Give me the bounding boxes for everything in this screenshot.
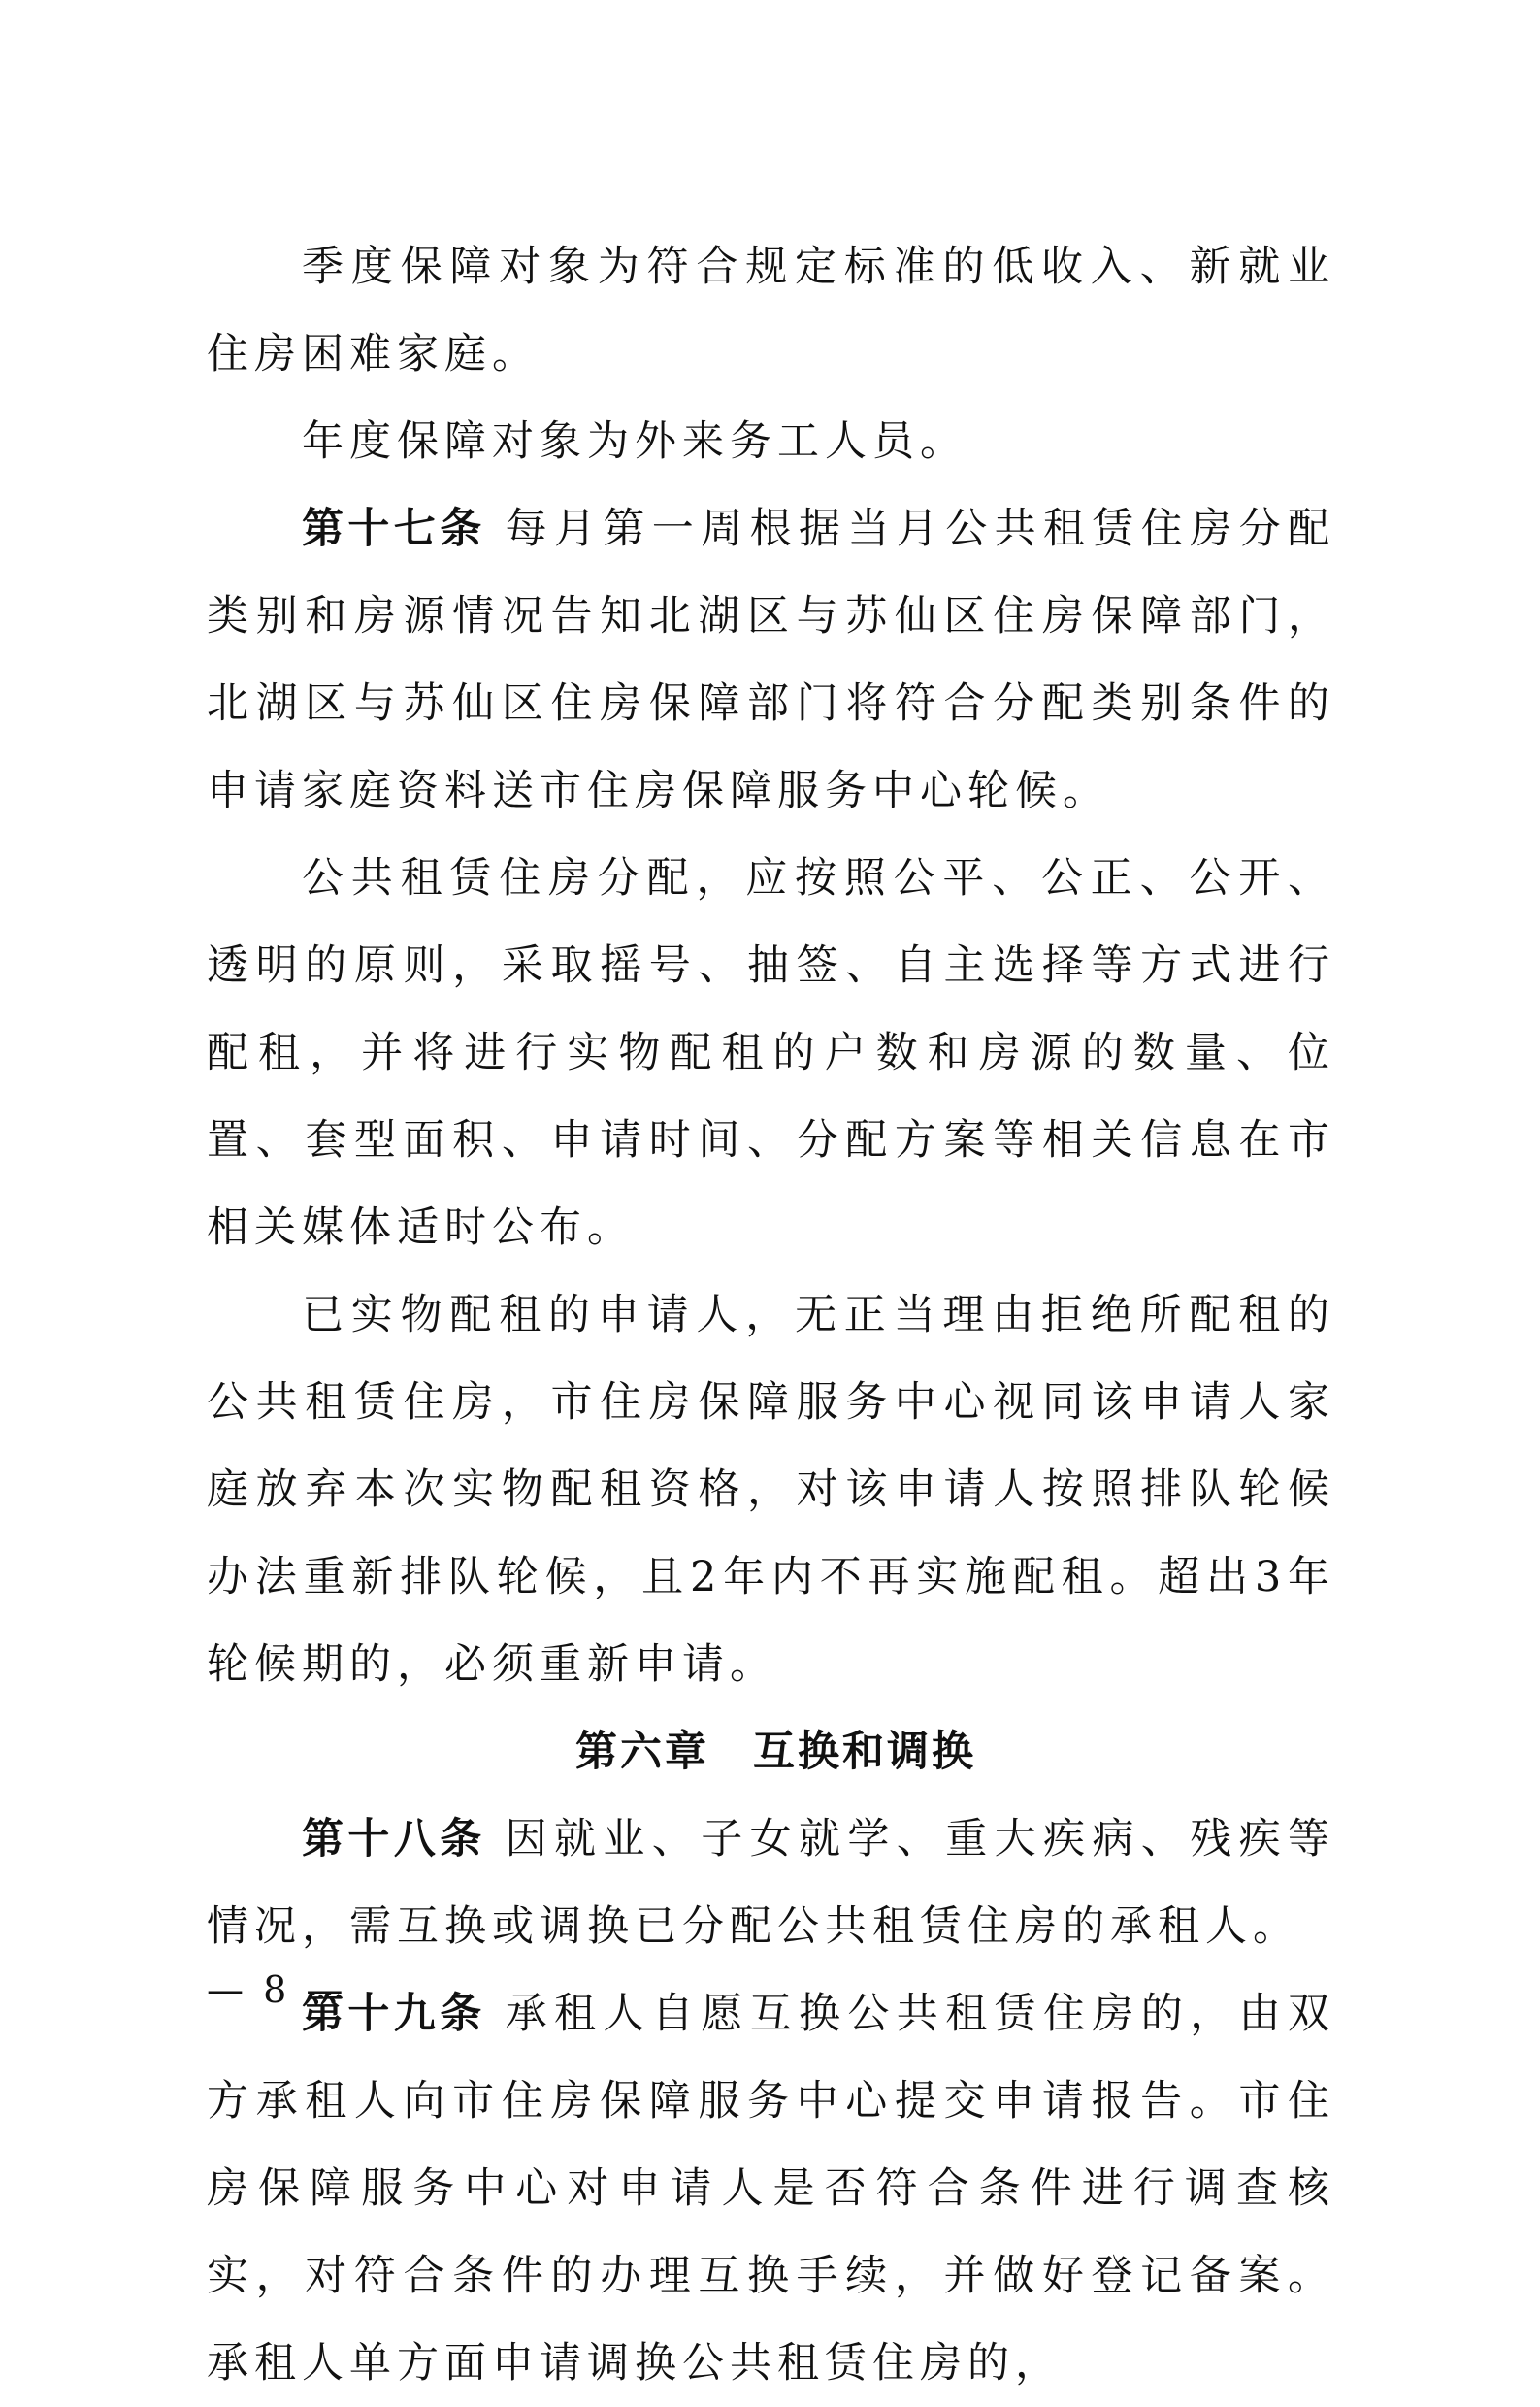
chapter-number: 第六章 bbox=[575, 1728, 709, 1776]
paragraph-text: 季度保障对象为符合规定标准的低收入、新就业住房困难家庭。 bbox=[207, 243, 1335, 379]
paragraph-allocation-principles bbox=[207, 835, 1335, 1271]
paragraph-refusal-rules bbox=[207, 1271, 1335, 1708]
paragraph-text: 年度保障对象为外来务工人员。 bbox=[302, 417, 967, 466]
page-number: — 8 — bbox=[207, 1968, 347, 2011]
article-18 bbox=[207, 1796, 1335, 1970]
article-19 bbox=[207, 1970, 1335, 2407]
chapter-title: 互换和调换 bbox=[753, 1728, 976, 1776]
paragraph-text: 每月第一周根据当月公共租赁住房分配类别和房源情况告知北湖区与苏仙区住房保障部门，北湖区与苏仙区住房保障部门将符合分配类别条件的申请家庭资料送市住房保障服务中心轮候。 bbox=[207, 505, 1336, 815]
article-17 bbox=[207, 485, 1335, 835]
article-label: 第十七条 bbox=[302, 505, 486, 553]
paragraph-text: 公共租赁住房分配，应按照公平、公正、公开、透明的原则，采取摇号、抽签、自主选择等方式进行配租，并将进行实物配租的户数和房源的数量、位置、套型面积、申请时间、分配方案等相关信息在市相关媒体适时公布。 bbox=[207, 854, 1335, 1252]
paragraph-quarterly-recipients bbox=[207, 223, 1335, 398]
paragraph-annual-recipients bbox=[207, 398, 1335, 485]
document-body bbox=[207, 223, 1335, 2407]
article-label: 第十九条 bbox=[302, 1990, 486, 2038]
paragraph-text: 已实物配租的申请人，无正当理由拒绝所配租的公共租赁住房，市住房保障服务中心视同该申请人家庭放弃本次实物配租资格，对该申请人按照排队轮候办法重新排队轮候，且2年内不再实施配租。超出3年轮候期的，必须重新申请。 bbox=[207, 1291, 1335, 1689]
article-label: 第十八条 bbox=[302, 1815, 486, 1863]
paragraph-text: 承租人自愿互换公共租赁住房的，由双方承租人向市住房保障服务中心提交申请报告。市住房保障服务中心对申请人是否符合条件进行调查核实，对符合条件的办理互换手续，并做好登记备案。承租人单方面申请调换公共租赁住房的， bbox=[207, 1990, 1336, 2388]
chapter-heading bbox=[207, 1708, 1335, 1796]
paragraph-text: 因就业、子女就学、重大疾病、残疾等情况，需互换或调换已分配公共租赁住房的承租人。 bbox=[207, 1815, 1336, 1951]
